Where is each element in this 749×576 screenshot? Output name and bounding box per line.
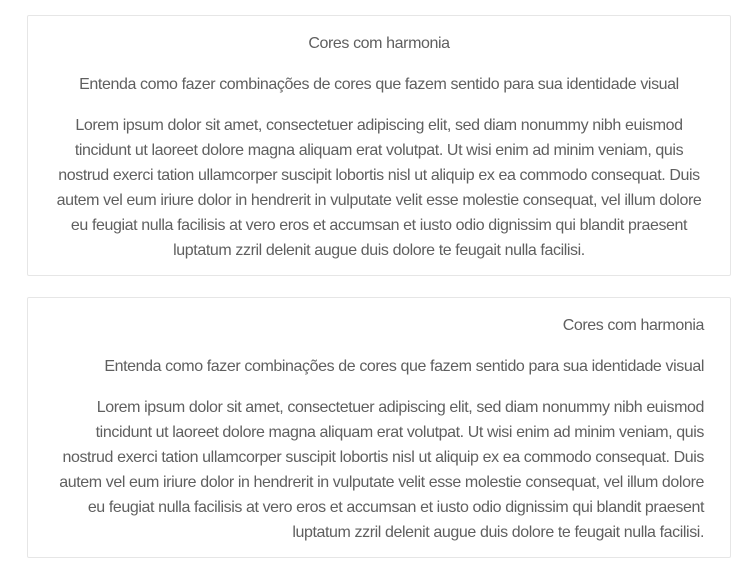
- text-card-right-aligned: [27, 297, 731, 558]
- card-title: Cores com harmonia: [562, 317, 704, 334]
- card-title: Cores com harmonia: [308, 35, 450, 52]
- card-subtitle: Entenda como fazer combinações de cores que fazem sentido para sua identidade visual: [79, 76, 679, 93]
- card-body-paragraph: Lorem ipsum dolor sit amet, consectetuer adipiscing elit, sed diam nonummy nibh euismod tincidunt ut laoreet dolore magna aliquam erat volutpat. Ut wisi enim ad minim veniam, quis nostrud exerci tation ullamcorper suscipit lobortis nisl ut aliquip ex ea commodo consequat. Duis autem vel eum iriure dolor in hendrerit in vulputate velit esse molestie consequat, vel illum dolore eu feugiat nulla facilisis at vero eros et accumsan et iusto odio dignissim qui blandit praesent luptatum zzril delenit augue duis dolore te feugait nulla facilisi.: [59, 399, 704, 541]
- text-card-centered: [27, 15, 731, 276]
- card-body-paragraph: Lorem ipsum dolor sit amet, consectetuer adipiscing elit, sed diam nonummy nibh euismod tincidunt ut laoreet dolore magna aliquam erat volutpat. Ut wisi enim ad minim veniam, quis nostrud exerci tation ullamcorper suscipit lobortis nisl ut aliquip ex ea commodo consequat. Duis autem vel eum iriure dolor in hendrerit in vulputate velit esse molestie consequat, vel illum dolore eu feugiat nulla facilisis at vero eros et accumsan et iusto odio dignissim qui blandit praesent luptatum zzril delenit augue duis dolore te feugait nulla facilisi.: [56, 117, 702, 259]
- card-subtitle: Entenda como fazer combinações de cores que fazem sentido para sua identidade visual: [104, 358, 704, 375]
